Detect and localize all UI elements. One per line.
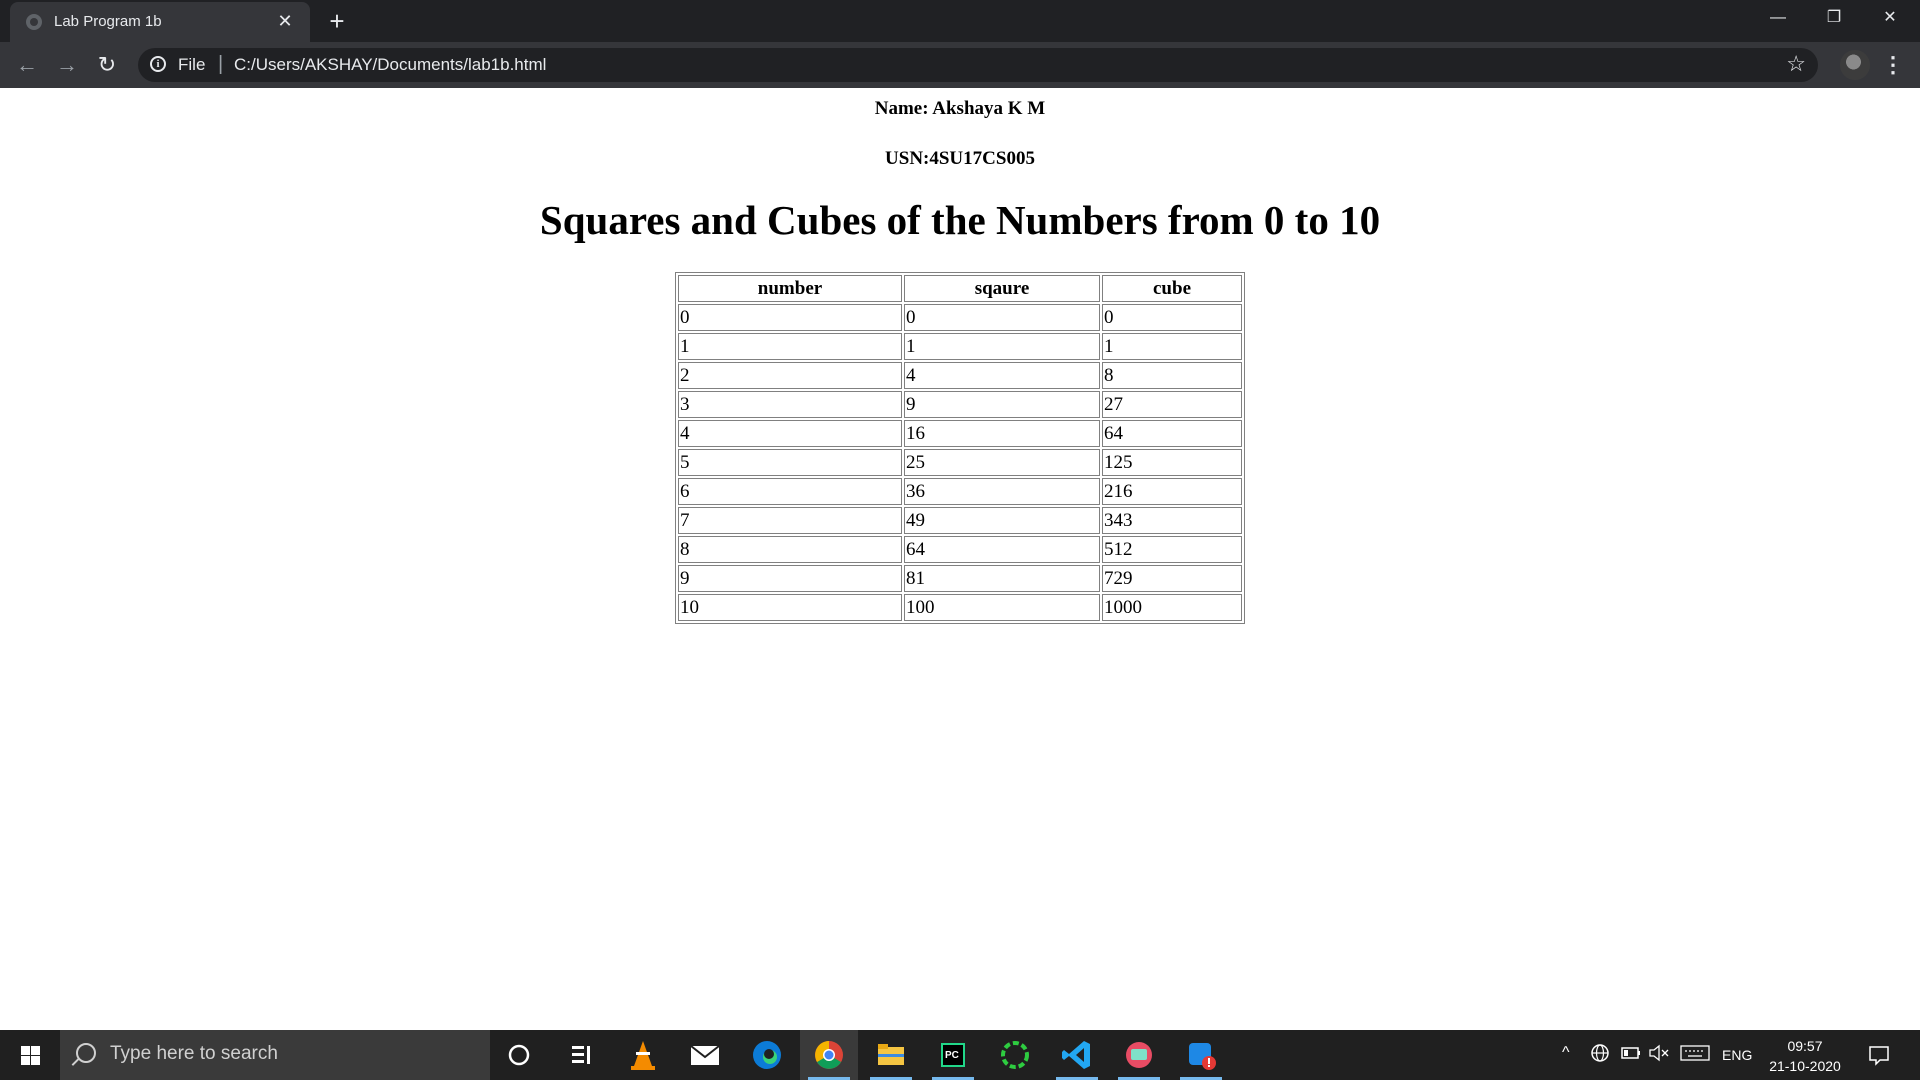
taskbar-clock[interactable] (1760, 1036, 1850, 1076)
address-scheme: File (178, 55, 206, 74)
app-alert-icon[interactable] (1172, 1030, 1230, 1080)
cortana-icon[interactable] (490, 1030, 548, 1080)
cell-number: 5 (678, 449, 902, 476)
network-icon[interactable] (1590, 1043, 1610, 1066)
profile-avatar[interactable] (1840, 50, 1870, 80)
keyboard-icon[interactable] (1680, 1045, 1710, 1064)
cell-square: 9 (904, 391, 1100, 418)
column-header-number: number (678, 275, 902, 302)
cell-number: 4 (678, 420, 902, 447)
table-row (678, 478, 1242, 505)
cell-number: 10 (678, 594, 902, 621)
cell-square: 1 (904, 333, 1100, 360)
squares-cubes-table (675, 272, 1245, 624)
start-windows-icon[interactable] (0, 1030, 60, 1080)
cell-cube: 512 (1102, 536, 1242, 563)
table-row (678, 449, 1242, 476)
column-header-cube: cube (1102, 275, 1242, 302)
bookmark-star-icon[interactable]: ☆ (1786, 51, 1806, 76)
cell-number: 3 (678, 391, 902, 418)
reload-button[interactable]: ↻ (97, 52, 117, 77)
cell-cube: 8 (1102, 362, 1242, 389)
cell-number: 2 (678, 362, 902, 389)
browser-menu-icon[interactable]: ⋮ (1882, 52, 1904, 77)
site-info-icon[interactable]: i (150, 56, 166, 72)
mail-icon[interactable] (676, 1030, 734, 1080)
table-row (678, 391, 1242, 418)
new-tab-button[interactable]: + (329, 6, 345, 36)
cell-number: 8 (678, 536, 902, 563)
vscode-icon[interactable] (1048, 1030, 1106, 1080)
tab-close-icon[interactable]: ✕ (277, 11, 293, 31)
student-name: Name: Akshaya K M (874, 98, 1046, 119)
table-row (678, 420, 1242, 447)
table-row (678, 304, 1242, 331)
cell-cube: 216 (1102, 478, 1242, 505)
clock-time: 09:57 (1787, 1038, 1823, 1054)
page-content (0, 88, 1920, 1030)
cell-square: 25 (904, 449, 1100, 476)
volume-muted-icon[interactable] (1648, 1044, 1670, 1065)
notifications-icon[interactable] (1868, 1044, 1890, 1069)
input-language[interactable]: ENG (1722, 1047, 1753, 1063)
cell-square: 64 (904, 536, 1100, 563)
chrome-icon[interactable] (800, 1030, 858, 1080)
minimize-button[interactable]: — (1770, 9, 1786, 26)
cell-cube: 125 (1102, 449, 1242, 476)
tab-title: Lab Program 1b (54, 13, 162, 30)
page-favicon-icon (26, 14, 42, 30)
edge-icon[interactable] (738, 1030, 796, 1080)
cell-cube: 1 (1102, 333, 1242, 360)
cell-number: 7 (678, 507, 902, 534)
column-header-square: sqaure (904, 275, 1100, 302)
restore-button[interactable]: ❐ (1826, 9, 1842, 26)
vlc-icon[interactable] (614, 1030, 672, 1080)
cell-number: 6 (678, 478, 902, 505)
cell-number: 9 (678, 565, 902, 592)
browser-titlebar (0, 0, 1920, 42)
cell-cube: 0 (1102, 304, 1242, 331)
cell-square: 4 (904, 362, 1100, 389)
address-url[interactable]: C:/Users/AKSHAY/Documents/lab1b.html (234, 55, 547, 74)
page-title: Squares and Cubes of the Numbers from 0 to 10 (539, 197, 1381, 243)
windows-taskbar (0, 1030, 1920, 1080)
table-row (678, 594, 1242, 621)
svg-text:PC: PC (945, 1050, 959, 1061)
table-row (678, 536, 1242, 563)
cell-number: 1 (678, 333, 902, 360)
table-row (678, 333, 1242, 360)
cell-square: 16 (904, 420, 1100, 447)
task-view-icon[interactable] (552, 1030, 610, 1080)
browser-toolbar (0, 42, 1920, 88)
clock-date: 21-10-2020 (1769, 1058, 1841, 1074)
app-chat-icon[interactable] (1110, 1030, 1168, 1080)
cell-cube: 1000 (1102, 594, 1242, 621)
taskbar-search-input[interactable] (60, 1030, 490, 1080)
back-button[interactable]: ← (16, 52, 38, 77)
forward-button[interactable]: → (56, 52, 78, 77)
address-separator: | (218, 53, 224, 75)
cell-square: 100 (904, 594, 1100, 621)
table-row (678, 507, 1242, 534)
cell-cube: 27 (1102, 391, 1242, 418)
battery-icon[interactable] (1620, 1045, 1642, 1064)
cell-cube: 64 (1102, 420, 1242, 447)
file-explorer-icon[interactable] (862, 1030, 920, 1080)
address-bar[interactable] (138, 48, 1818, 82)
cell-square: 0 (904, 304, 1100, 331)
cell-square: 49 (904, 507, 1100, 534)
cell-cube: 343 (1102, 507, 1242, 534)
search-icon (76, 1043, 96, 1063)
table-row (678, 565, 1242, 592)
cell-square: 81 (904, 565, 1100, 592)
tray-overflow-icon[interactable]: ^ (1562, 1044, 1570, 1061)
pycharm-icon[interactable] (924, 1030, 982, 1080)
table-row (678, 362, 1242, 389)
cell-number: 0 (678, 304, 902, 331)
app-ring-icon[interactable] (986, 1030, 1044, 1080)
table-header-row (678, 275, 1242, 302)
cell-cube: 729 (1102, 565, 1242, 592)
student-usn: USN:4SU17CS005 (885, 148, 1035, 169)
search-placeholder: Type here to search (110, 1043, 278, 1064)
cell-square: 36 (904, 478, 1100, 505)
close-window-button[interactable]: ✕ (1883, 9, 1897, 26)
browser-tab[interactable] (10, 2, 310, 42)
